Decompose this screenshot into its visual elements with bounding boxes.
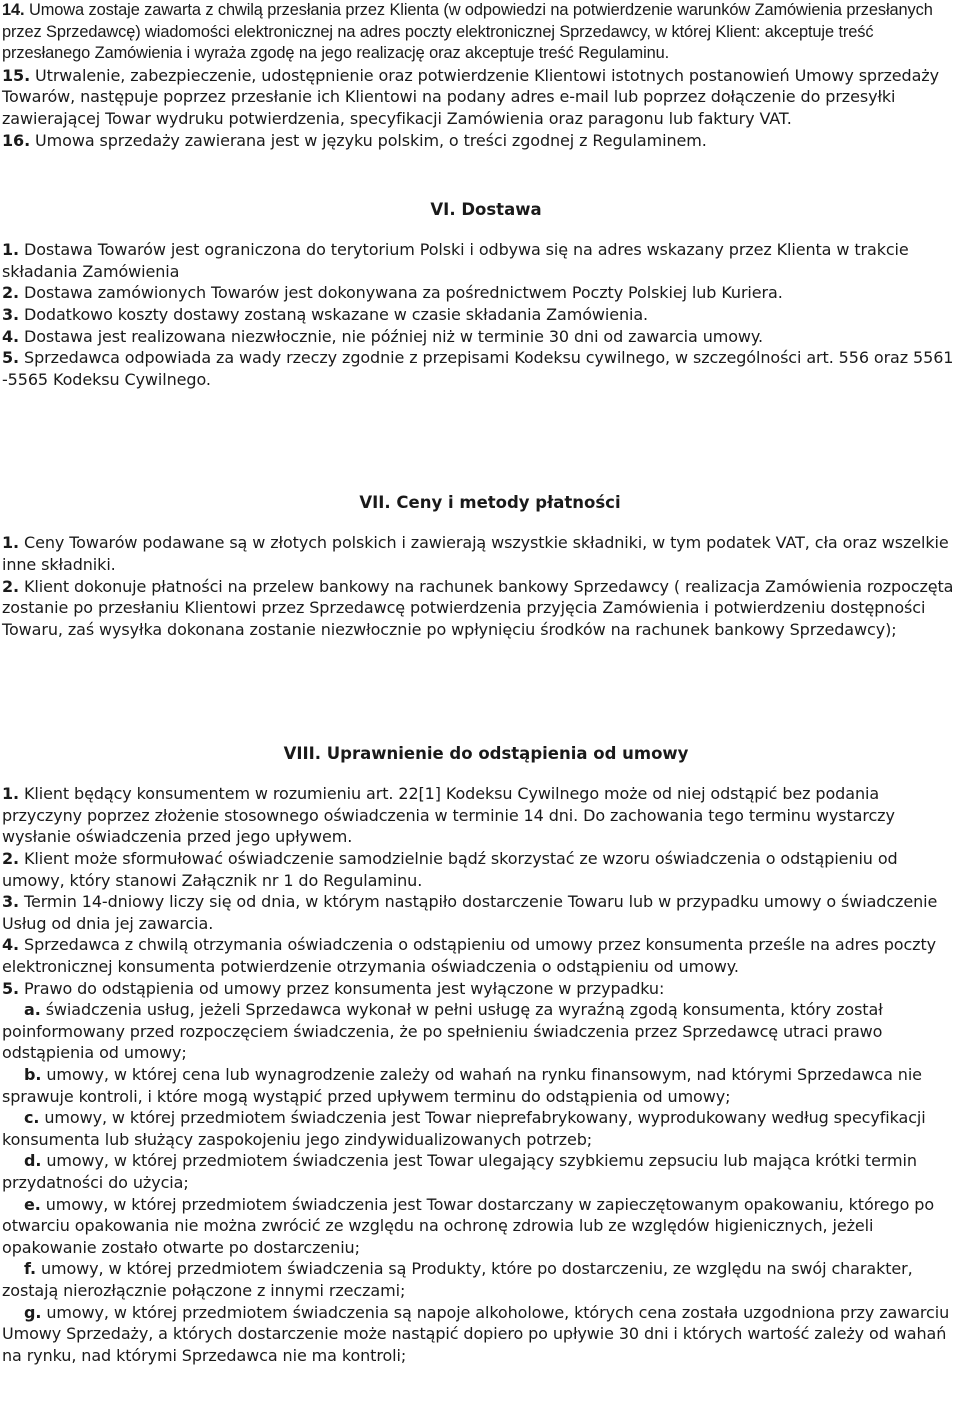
withdrawal-subitem-b: [0, 1064, 960, 1107]
prices-item-2: [0, 576, 960, 641]
item-number: 2.: [2, 576, 20, 596]
withdrawal-item-2: [0, 848, 960, 891]
subitem-letter: e.: [24, 1194, 41, 1214]
delivery-item-1: [0, 239, 960, 282]
paragraph-number: 15.: [2, 65, 31, 85]
item-number: 1.: [2, 240, 20, 260]
section-heading-prices: VII. Ceny i metody płatności: [359, 493, 621, 513]
delivery-item-5: [0, 347, 960, 390]
item-number: 4.: [2, 326, 20, 346]
withdrawal-subitem-g: [0, 1302, 960, 1367]
item-text: Dodatkowo koszty dostawy zostaną wskazane w czasie składania Zamówienia.: [24, 304, 649, 324]
paragraph-text: Utrwalenie, zabezpieczenie, udostępnienie oraz potwierdzenie Klientowi istotnych postanowień Umowy sprzedaży Towarów, następuje poprzez przesłanie ich Klientowi na podany adres e-mail lub poprzez dołączenie do przesyłki zawierającej Towar wydruku potwierdzenia, specyfikacji Zamówienia oraz paragonu lub faktury VAT.: [2, 65, 939, 128]
item-text: Prawo do odstąpienia od umowy przez konsumenta jest wyłączone w przypadku:: [24, 978, 665, 998]
item-number: 3.: [2, 892, 20, 912]
paragraph-number: 14.: [2, 1, 25, 19]
item-number: 5.: [2, 348, 20, 368]
withdrawal-subitem-a: [0, 999, 960, 1064]
withdrawal-item-4: [0, 934, 960, 977]
paragraph-16: [0, 130, 960, 152]
item-number: 2.: [2, 849, 20, 869]
subitem-text: umowy, w której przedmiotem świadczenia jest Towar nieprefabrykowany, wyprodukowany według specyfikacji konsumenta lub służący zaspokojeniu jego zindywidualizowanych potrzeb;: [2, 1108, 926, 1149]
subitem-letter: b.: [24, 1065, 42, 1084]
section-heading-delivery: VI. Dostawa: [430, 200, 542, 220]
delivery-item-2: [0, 282, 960, 304]
subitem-letter: a.: [24, 1000, 41, 1020]
withdrawal-subitem-c: [0, 1107, 960, 1150]
subitem-text: umowy, w której cena lub wynagrodzenie zależy od wahań na rynku finansowym, nad którymi Sprzedawca nie sprawuje kontroli, i które mogą wystąpić przed upływem terminu do odstąpienia od umowy;: [2, 1065, 922, 1106]
subitem-text: świadczenia usług, jeżeli Sprzedawca wykonał w pełni usługę za wyraźną zgodą konsumenta, który został poinformowany przed rozpoczęciem świadczenia, że po spełnieniu świadczenia przez Sprzedawcę utraci prawo odstąpienia od umowy;: [2, 1000, 883, 1063]
item-text: Klient dokonuje płatności na przelew bankowy na rachunek bankowy Sprzedawcy ( realizacja Zamówienia rozpoczęta zostanie po przesłaniu Klientowi przez Sprzedawcę potwierdzenia przyjęcia Zamówienia i potwierdzeniu dostępności Towaru, zaś wysyłka dokonana zostanie niezwłocznie po wpłynięciu środków na rachunek bankowy Sprzedawcy);: [2, 576, 954, 639]
item-number: 3.: [2, 304, 20, 324]
withdrawal-subitem-e: [0, 1194, 960, 1259]
subitem-text: umowy, w której przedmiotem świadczenia jest Towar dostarczany w zapieczętowanym opakowaniu, którego po otwarciu opakowania nie można zwrócić ze względu na ochronę zdrowia lub ze względów higienicznych, jeżeli opakowanie zostało otwarte po dostarczeniu;: [2, 1194, 935, 1257]
withdrawal-subitem-d: [0, 1150, 960, 1193]
item-text: Dostawa Towarów jest ograniczona do terytorium Polski i odbywa się na adres wskazany przez Klienta w trakcie składania Zamówienia: [2, 240, 909, 281]
paragraph-text: Umowa zostaje zawarta z chwilą przesłania przez Klienta (w odpowiedzi na potwierdzenie warunków Zamówienia przesłanych przez Sprzedawcę) wiadomości elektronicznej na adres poczty elektronicznej Sprzedawcy, w której Klient: akceptuje treść przesłanego Zamówienia i wyraża zgodę na jego realizację oraz akceptuje treść Regulaminu.: [2, 1, 933, 63]
paragraph-15: [0, 65, 960, 130]
item-text: Ceny Towarów podawane są w złotych polskich i zawierają wszystkie składniki, w tym podatek VAT, cła oraz wszelkie inne składniki.: [2, 533, 949, 574]
subitem-letter: c.: [24, 1108, 40, 1128]
item-text: Klient może sformułować oświadczenie samodzielnie bądź skorzystać ze wzoru oświadczenia o odstąpieniu od umowy, który stanowi Załącznik nr 1 do Regulaminu.: [2, 849, 898, 890]
subitem-text: umowy, w której przedmiotem świadczenia jest Towar ulegający szybkiemu zepsuciu lub mająca krótki termin przydatności do użycia;: [2, 1151, 917, 1192]
withdrawal-item-1: [0, 783, 960, 848]
section-heading-withdrawal: VIII. Uprawnienie do odstąpienia od umowy: [283, 744, 689, 764]
item-text: Sprzedawca odpowiada za wady rzeczy zgodnie z przepisami Kodeksu cywilnego, w szczególności art. 556 oraz 5561 -5565 Kodeksu Cywilnego.: [2, 348, 954, 389]
withdrawal-subitem-f: [0, 1258, 960, 1301]
item-number: 5.: [2, 978, 20, 998]
subitem-letter: g.: [24, 1302, 42, 1322]
subitem-text: umowy, w której przedmiotem świadczenia są Produkty, które po dostarczeniu, ze względu na swój charakter, zostają nierozłącznie połączone z innymi rzeczami;: [2, 1259, 913, 1300]
paragraph-text: Umowa sprzedaży zawierana jest w języku polskim, o treści zgodnej z Regulaminem.: [35, 130, 707, 150]
item-number: 1.: [2, 533, 20, 553]
item-number: 1.: [2, 784, 20, 804]
item-text: Termin 14-dniowy liczy się od dnia, w którym nastąpiło dostarczenie Towaru lub w przypadku umowy o świadczenie Usług od dnia jej zawarcia.: [2, 892, 938, 933]
paragraph-14: [0, 0, 960, 65]
delivery-item-4: [0, 326, 960, 348]
item-number: 2.: [2, 283, 20, 303]
subitem-text: umowy, w której przedmiotem świadczenia są napoje alkoholowe, których cena została uzgodniona przy zawarciu Umowy Sprzedaży, a których dostarczenie może nastąpić dopiero po upływie 30 dni i których wartość zależy od wahań na rynku, nad którymi Sprzedawca nie ma kontroli;: [2, 1302, 950, 1365]
paragraph-number: 16.: [2, 130, 31, 150]
withdrawal-item-5: [0, 978, 960, 1000]
item-text: Klient będący konsumentem w rozumieniu art. 22[1] Kodeksu Cywilnego może od niej odstąpić bez podania przyczyny poprzez złożenie stosownego oświadczenia w terminie 14 dni. Do zachowania tego terminu wystarczy wysłanie oświadczenia przed jego upływem.: [2, 784, 895, 847]
item-number: 4.: [2, 935, 20, 955]
prices-item-1: [0, 532, 960, 575]
subitem-letter: f.: [24, 1259, 36, 1279]
item-text: Sprzedawca z chwilą otrzymania oświadczenia o odstąpieniu od umowy przez konsumenta prześle na adres poczty elektronicznej konsumenta potwierdzenie otrzymania oświadczenia o odstąpieniu od umowy.: [2, 935, 937, 977]
delivery-item-3: [0, 304, 960, 326]
subitem-letter: d.: [24, 1151, 42, 1171]
withdrawal-item-3: [0, 891, 960, 934]
item-text: Dostawa zamówionych Towarów jest dokonywana za pośrednictwem Poczty Polskiej lub Kuriera.: [24, 283, 783, 303]
item-text: Dostawa jest realizowana niezwłocznie, nie później niż w terminie 30 dni od zawarcia umowy.: [24, 326, 763, 346]
